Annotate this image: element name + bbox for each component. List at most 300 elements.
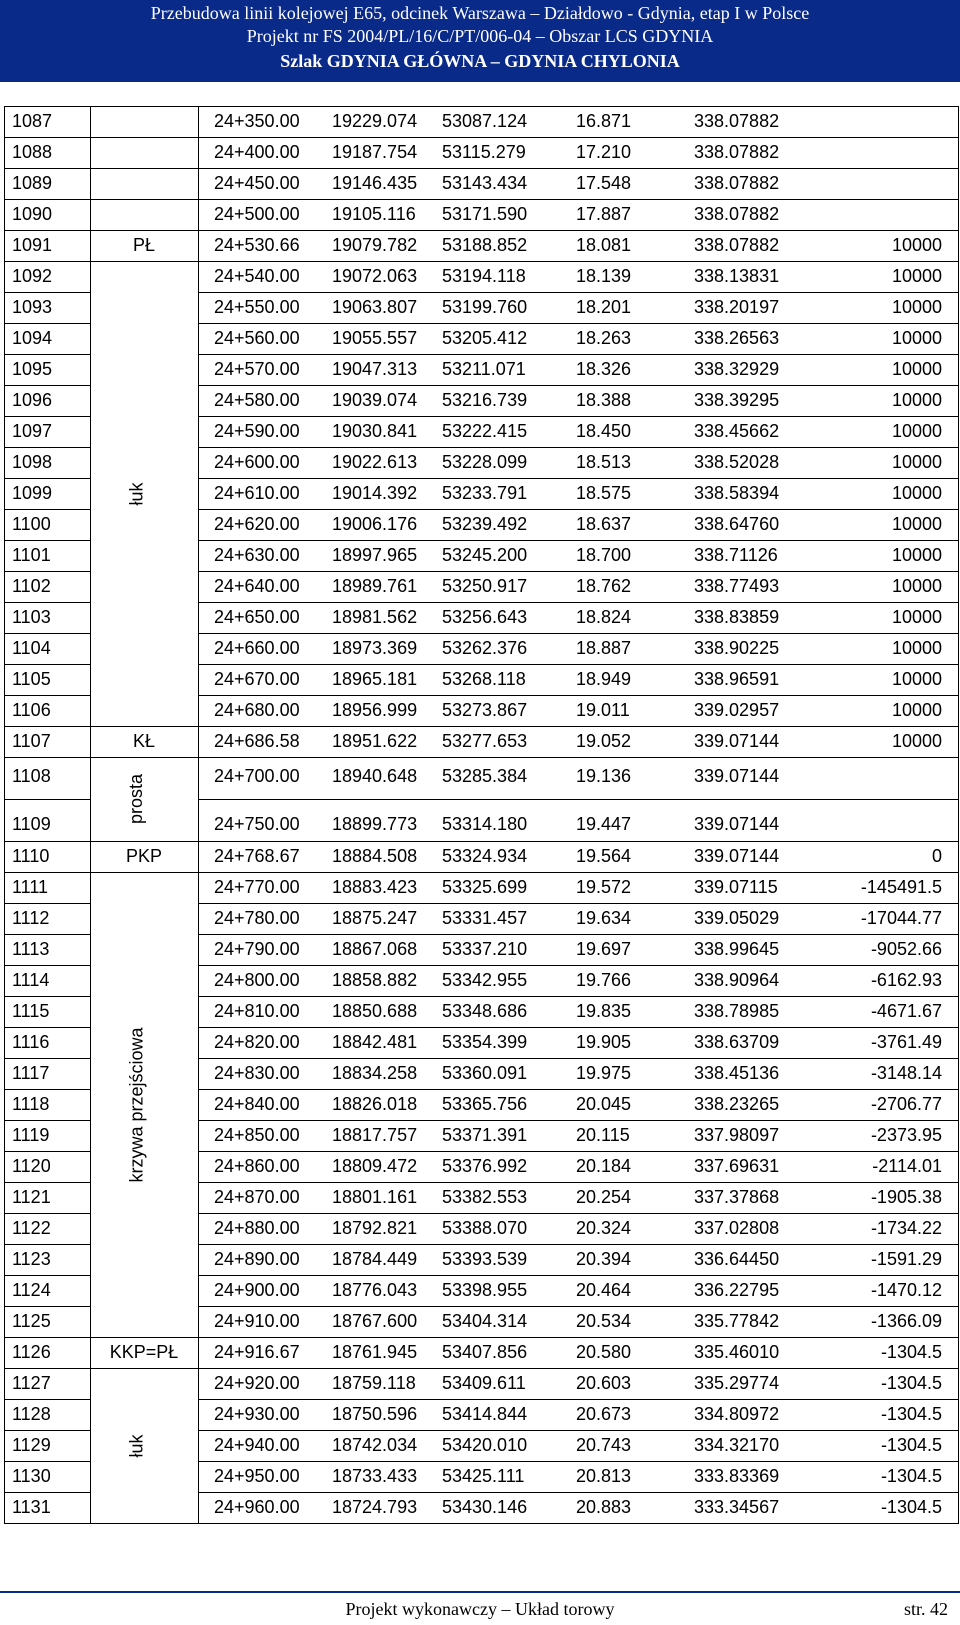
coord-y-cell: 53393.539 — [442, 1249, 528, 1269]
coord-y-cell: 53404.314 — [442, 1311, 528, 1331]
chainage-cell: 24+570.00 — [214, 359, 300, 379]
height-cell: 20.464 — [576, 1280, 632, 1300]
chainage-cell: 24+930.00 — [214, 1404, 300, 1424]
chainage-cell: 24+890.00 — [214, 1249, 300, 1269]
radius-cell: 10000 — [891, 638, 942, 658]
height-cell: 20.603 — [576, 1373, 632, 1393]
chainage-cell: 24+770.00 — [214, 877, 300, 897]
page-number: str. 42 — [903, 1599, 948, 1619]
radius-cell: -1304.5 — [880, 1497, 942, 1517]
azimuth-cell: 338.64760 — [694, 514, 780, 534]
height-cell: 20.813 — [576, 1466, 632, 1486]
radius-cell: -1304.5 — [880, 1466, 942, 1486]
radius-cell: 10000 — [891, 669, 942, 689]
height-cell: 19.136 — [576, 766, 632, 786]
coord-y-cell: 53205.412 — [442, 328, 528, 348]
azimuth-cell: 338.78985 — [694, 1001, 780, 1021]
radius-cell: 10000 — [891, 297, 942, 317]
azimuth-cell: 339.07144 — [694, 766, 780, 786]
point-id-cell: 1097 — [12, 421, 53, 441]
radius-cell: -17044.77 — [860, 908, 942, 928]
coord-x-cell: 18733.433 — [332, 1466, 418, 1486]
segment-label: krzywa przejściowa — [126, 1026, 146, 1183]
coord-y-cell: 53194.118 — [442, 266, 526, 286]
azimuth-cell: 338.71126 — [694, 545, 778, 565]
point-id-cell: 1106 — [12, 700, 51, 720]
point-id-cell: 1130 — [12, 1466, 51, 1486]
coord-x-cell: 18817.757 — [332, 1125, 418, 1145]
azimuth-cell: 338.07882 — [694, 235, 780, 255]
height-cell: 19.766 — [576, 970, 632, 990]
coord-x-cell: 18867.068 — [332, 939, 418, 959]
azimuth-cell: 339.07144 — [694, 846, 780, 866]
radius-cell: -1591.29 — [870, 1249, 942, 1269]
height-cell: 18.450 — [576, 421, 632, 441]
coord-y-cell: 53409.611 — [442, 1373, 526, 1393]
coord-y-cell: 53348.686 — [442, 1001, 528, 1021]
chainage-cell: 24+768.67 — [214, 846, 300, 866]
height-cell: 18.388 — [576, 390, 632, 410]
azimuth-cell: 338.23265 — [694, 1094, 780, 1114]
chainage-cell: 24+880.00 — [214, 1218, 300, 1238]
chainage-cell: 24+916.67 — [214, 1342, 300, 1362]
point-id-cell: 1118 — [12, 1094, 50, 1114]
azimuth-cell: 338.13831 — [694, 266, 780, 286]
chainage-cell: 24+560.00 — [214, 328, 300, 348]
table-row — [4, 1337, 959, 1368]
coord-y-cell: 53382.553 — [442, 1187, 528, 1207]
coord-x-cell: 18883.423 — [332, 877, 418, 897]
coord-x-cell: 18981.562 — [332, 607, 418, 627]
radius-cell: -1304.5 — [880, 1404, 942, 1424]
coord-y-cell: 53262.376 — [442, 638, 528, 658]
radius-cell: 10000 — [891, 452, 942, 472]
coord-y-cell: 53256.643 — [442, 607, 528, 627]
coord-x-cell: 18761.945 — [332, 1342, 418, 1362]
coord-y-cell: 53245.200 — [442, 545, 528, 565]
coord-y-cell: 53273.867 — [442, 700, 528, 720]
height-cell: 18.139 — [576, 266, 632, 286]
document-footer — [0, 1596, 960, 1625]
height-cell: 18.326 — [576, 359, 632, 379]
chainage-cell: 24+950.00 — [214, 1466, 300, 1486]
chainage-cell: 24+610.00 — [214, 483, 300, 503]
coord-x-cell: 18759.118 — [332, 1373, 416, 1393]
radius-cell: -2114.01 — [872, 1156, 942, 1176]
chainage-cell: 24+600.00 — [214, 452, 300, 472]
point-id-cell: 1109 — [12, 814, 51, 834]
coord-y-cell: 53087.124 — [442, 111, 528, 131]
point-id-cell: 1125 — [12, 1311, 51, 1331]
azimuth-cell: 338.07882 — [694, 204, 780, 224]
radius-cell: -1734.22 — [870, 1218, 942, 1238]
radius-cell: -145491.5 — [860, 877, 942, 897]
point-id-cell: 1117 — [12, 1063, 50, 1083]
height-cell: 17.548 — [576, 173, 632, 193]
radius-cell: -1304.5 — [880, 1373, 942, 1393]
chainage-cell: 24+940.00 — [214, 1435, 300, 1455]
radius-cell: 10000 — [891, 235, 942, 255]
coord-y-cell: 53430.146 — [442, 1497, 528, 1517]
coord-y-cell: 53285.384 — [442, 766, 528, 786]
coord-x-cell: 19229.074 — [332, 111, 418, 131]
coord-x-cell: 19072.063 — [332, 266, 418, 286]
coord-x-cell: 19047.313 — [332, 359, 418, 379]
coord-x-cell: 18997.965 — [332, 545, 418, 565]
azimuth-cell: 337.98097 — [694, 1125, 780, 1145]
radius-cell: 10000 — [891, 266, 942, 286]
point-id-cell: 1119 — [12, 1125, 50, 1145]
height-cell: 18.887 — [576, 638, 632, 658]
coord-y-cell: 53365.756 — [442, 1094, 528, 1114]
azimuth-cell: 338.83859 — [694, 607, 780, 627]
height-cell: 19.011 — [576, 700, 630, 720]
coord-y-cell: 53250.917 — [442, 576, 528, 596]
radius-cell: -1304.5 — [880, 1342, 942, 1362]
chainage-cell: 24+670.00 — [214, 669, 300, 689]
chainage-cell: 24+960.00 — [214, 1497, 300, 1517]
point-id-cell: 1091 — [12, 235, 53, 255]
height-cell: 20.254 — [576, 1187, 632, 1207]
azimuth-cell: 338.96591 — [694, 669, 780, 689]
azimuth-cell: 337.02808 — [694, 1218, 780, 1238]
chainage-cell: 24+870.00 — [214, 1187, 300, 1207]
height-cell: 20.324 — [576, 1218, 632, 1238]
height-cell: 17.210 — [576, 142, 632, 162]
radius-cell: -4671.67 — [870, 1001, 942, 1021]
radius-cell: 10000 — [891, 359, 942, 379]
chainage-cell: 24+550.00 — [214, 297, 300, 317]
height-cell: 18.700 — [576, 545, 632, 565]
height-cell: 18.949 — [576, 669, 632, 689]
coord-x-cell: 18989.761 — [332, 576, 418, 596]
coord-x-cell: 19079.782 — [332, 235, 418, 255]
point-id-cell: 1104 — [12, 638, 51, 658]
point-id-cell: 1110 — [12, 846, 50, 866]
radius-cell: -1905.38 — [870, 1187, 942, 1207]
coord-y-cell: 53171.590 — [442, 204, 528, 224]
height-cell: 18.575 — [576, 483, 632, 503]
point-id-cell: 1111 — [12, 877, 49, 897]
chainage-cell: 24+820.00 — [214, 1032, 300, 1052]
point-id-cell: 1122 — [12, 1218, 51, 1238]
point-id-cell: 1123 — [12, 1249, 51, 1269]
radius-cell: 10000 — [891, 514, 942, 534]
segment-label: prosta — [126, 773, 146, 825]
height-cell: 20.045 — [576, 1094, 632, 1114]
azimuth-cell: 338.99645 — [694, 939, 780, 959]
azimuth-cell: 339.07144 — [694, 731, 780, 751]
coord-x-cell: 18809.472 — [332, 1156, 418, 1176]
azimuth-cell: 335.46010 — [694, 1342, 780, 1362]
azimuth-cell: 338.52028 — [694, 452, 780, 472]
coord-x-cell: 18842.481 — [332, 1032, 418, 1052]
coord-y-cell: 53371.391 — [442, 1125, 528, 1145]
coord-x-cell: 19187.754 — [332, 142, 418, 162]
coord-x-cell: 19014.392 — [332, 483, 418, 503]
radius-cell: -1366.09 — [870, 1311, 942, 1331]
table-row — [4, 106, 959, 137]
point-id-cell: 1121 — [12, 1187, 51, 1207]
table-row — [4, 841, 959, 872]
azimuth-cell: 338.20197 — [694, 297, 780, 317]
element-type-cell: KŁ — [132, 731, 156, 751]
radius-cell: -2706.77 — [870, 1094, 942, 1114]
azimuth-cell: 334.80972 — [694, 1404, 780, 1424]
coord-x-cell: 18951.622 — [332, 731, 418, 751]
point-id-cell: 1120 — [12, 1156, 51, 1176]
coord-y-cell: 53115.279 — [442, 142, 526, 162]
height-cell: 18.081 — [576, 235, 632, 255]
coord-y-cell: 53376.992 — [442, 1156, 528, 1176]
point-id-cell: 1112 — [12, 908, 50, 928]
chainage-cell: 24+680.00 — [214, 700, 300, 720]
coord-y-cell: 53407.856 — [442, 1342, 528, 1362]
coord-x-cell: 18834.258 — [332, 1063, 418, 1083]
chainage-cell: 24+400.00 — [214, 142, 300, 162]
coord-y-cell: 53233.791 — [442, 483, 528, 503]
chainage-cell: 24+660.00 — [214, 638, 300, 658]
coord-y-cell: 53199.760 — [442, 297, 528, 317]
radius-cell: 10000 — [891, 607, 942, 627]
point-id-cell: 1087 — [12, 111, 53, 131]
segment-label: łuk — [126, 1434, 146, 1458]
coord-y-cell: 53277.653 — [442, 731, 528, 751]
coord-y-cell: 53211.071 — [442, 359, 526, 379]
radius-cell: 10000 — [891, 421, 942, 441]
coord-x-cell: 19146.435 — [332, 173, 418, 193]
height-cell: 20.534 — [576, 1311, 632, 1331]
height-cell: 19.052 — [576, 731, 632, 751]
chainage-cell: 24+500.00 — [214, 204, 300, 224]
point-id-cell: 1093 — [12, 297, 53, 317]
azimuth-cell: 338.45136 — [694, 1063, 780, 1083]
coord-y-cell: 53188.852 — [442, 235, 528, 255]
radius-cell: 10000 — [891, 390, 942, 410]
coord-y-cell: 53324.934 — [442, 846, 528, 866]
point-id-cell: 1127 — [12, 1373, 51, 1393]
point-id-cell: 1114 — [12, 970, 50, 990]
footer-title: Projekt wykonawczy – Układ torowy — [345, 1599, 615, 1619]
point-id-cell: 1107 — [12, 731, 51, 751]
table-row — [4, 199, 959, 230]
coord-y-cell: 53425.111 — [442, 1466, 525, 1486]
coord-x-cell: 18784.449 — [332, 1249, 418, 1269]
azimuth-cell: 337.69631 — [694, 1156, 780, 1176]
azimuth-cell: 339.02957 — [694, 700, 780, 720]
coord-y-cell: 53228.099 — [442, 452, 528, 472]
coord-x-cell: 19006.176 — [332, 514, 418, 534]
azimuth-cell: 339.05029 — [694, 908, 780, 928]
azimuth-cell: 338.45662 — [694, 421, 780, 441]
coord-y-cell: 53216.739 — [442, 390, 528, 410]
chainage-cell: 24+750.00 — [214, 814, 300, 834]
chainage-cell: 24+580.00 — [214, 390, 300, 410]
coord-y-cell: 53398.955 — [442, 1280, 528, 1300]
point-id-cell: 1095 — [12, 359, 53, 379]
point-id-cell: 1090 — [12, 204, 53, 224]
azimuth-cell: 338.32929 — [694, 359, 780, 379]
radius-cell: -3148.14 — [870, 1063, 942, 1083]
height-cell: 19.905 — [576, 1032, 632, 1052]
height-cell: 19.447 — [576, 814, 632, 834]
point-id-cell: 1094 — [12, 328, 53, 348]
point-id-cell: 1105 — [12, 669, 51, 689]
coord-x-cell: 18724.793 — [332, 1497, 418, 1517]
height-cell: 20.580 — [576, 1342, 632, 1362]
radius-cell: -6162.93 — [870, 970, 942, 990]
coord-y-cell: 53325.699 — [442, 877, 528, 897]
azimuth-cell: 338.07882 — [694, 111, 780, 131]
chainage-cell: 24+590.00 — [214, 421, 300, 441]
height-cell: 20.184 — [576, 1156, 632, 1176]
chainage-cell: 24+630.00 — [214, 545, 300, 565]
geometry-table — [4, 106, 959, 1524]
height-cell: 19.835 — [576, 1001, 632, 1021]
point-id-cell: 1131 — [12, 1497, 51, 1517]
coord-y-cell: 53314.180 — [442, 814, 528, 834]
coord-y-cell: 53420.010 — [442, 1435, 528, 1455]
coord-x-cell: 18742.034 — [332, 1435, 418, 1455]
coord-x-cell: 19022.613 — [332, 452, 418, 472]
radius-cell: 10000 — [891, 700, 942, 720]
height-cell: 18.201 — [576, 297, 632, 317]
height-cell: 18.263 — [576, 328, 632, 348]
height-cell: 18.824 — [576, 607, 632, 627]
header-project-number: Projekt nr FS 2004/PL/16/C/PT/006-04 – Obszar LCS GDYNIA — [246, 26, 714, 46]
coord-x-cell: 18940.648 — [332, 766, 418, 786]
height-cell: 19.564 — [576, 846, 632, 866]
table-row — [4, 230, 959, 261]
radius-cell: 10000 — [891, 483, 942, 503]
azimuth-cell: 333.83369 — [694, 1466, 780, 1486]
coord-y-cell: 53414.844 — [442, 1404, 528, 1424]
chainage-cell: 24+850.00 — [214, 1125, 300, 1145]
footer-rule — [0, 1591, 960, 1593]
azimuth-cell: 338.07882 — [694, 142, 780, 162]
coord-y-cell: 53354.399 — [442, 1032, 528, 1052]
azimuth-cell: 338.39295 — [694, 390, 780, 410]
table-row — [4, 726, 959, 757]
point-id-cell: 1129 — [12, 1435, 51, 1455]
radius-cell: 10000 — [891, 731, 942, 751]
coord-y-cell: 53331.457 — [442, 908, 528, 928]
segment-label: łuk — [126, 482, 146, 506]
radius-cell: -1304.5 — [880, 1435, 942, 1455]
azimuth-cell: 336.64450 — [694, 1249, 780, 1269]
azimuth-cell: 338.90964 — [694, 970, 780, 990]
chainage-cell: 24+620.00 — [214, 514, 300, 534]
height-cell: 20.394 — [576, 1249, 632, 1269]
height-cell: 19.975 — [576, 1063, 632, 1083]
chainage-cell: 24+780.00 — [214, 908, 300, 928]
coord-x-cell: 18792.821 — [332, 1218, 418, 1238]
point-id-cell: 1100 — [12, 514, 51, 534]
header-route: Szlak GDYNIA GŁÓWNA – GDYNIA CHYLONIA — [280, 51, 680, 71]
height-cell: 16.871 — [576, 111, 632, 131]
height-cell: 20.115 — [576, 1125, 630, 1145]
coord-x-cell: 18750.596 — [332, 1404, 418, 1424]
azimuth-cell: 338.26563 — [694, 328, 780, 348]
table-row — [4, 137, 959, 168]
height-cell: 20.673 — [576, 1404, 632, 1424]
radius-cell: 0 — [931, 846, 942, 866]
chainage-cell: 24+350.00 — [214, 111, 300, 131]
radius-cell: -3761.49 — [870, 1032, 942, 1052]
coord-y-cell: 53360.091 — [442, 1063, 528, 1083]
header-project-title: Przebudowa linii kolejowej E65, odcinek Warszawa – Działdowo - Gdynia, etap I w Polsce — [150, 3, 810, 23]
height-cell: 19.697 — [576, 939, 632, 959]
chainage-cell: 24+640.00 — [214, 576, 300, 596]
azimuth-cell: 336.22795 — [694, 1280, 780, 1300]
point-id-cell: 1089 — [12, 173, 53, 193]
point-id-cell: 1128 — [12, 1404, 51, 1424]
height-cell: 18.513 — [576, 452, 632, 472]
chainage-cell: 24+810.00 — [214, 1001, 300, 1021]
point-id-cell: 1101 — [12, 545, 51, 565]
chainage-cell: 24+900.00 — [214, 1280, 300, 1300]
azimuth-cell: 339.07115 — [694, 877, 778, 897]
chainage-cell: 24+530.66 — [214, 235, 300, 255]
azimuth-cell: 335.77842 — [694, 1311, 780, 1331]
height-cell: 17.887 — [576, 204, 632, 224]
point-id-cell: 1102 — [12, 576, 51, 596]
point-id-cell: 1096 — [12, 390, 53, 410]
coord-x-cell: 18826.018 — [332, 1094, 418, 1114]
point-id-cell: 1115 — [12, 1001, 50, 1021]
coord-y-cell: 53388.070 — [442, 1218, 528, 1238]
coord-y-cell: 53268.118 — [442, 669, 526, 689]
azimuth-cell: 338.90225 — [694, 638, 780, 658]
chainage-cell: 24+650.00 — [214, 607, 300, 627]
point-id-cell: 1098 — [12, 452, 53, 472]
coord-x-cell: 19063.807 — [332, 297, 418, 317]
point-id-cell: 1113 — [12, 939, 50, 959]
coord-x-cell: 18956.999 — [332, 700, 418, 720]
point-id-cell: 1108 — [12, 766, 51, 786]
azimuth-cell: 334.32170 — [694, 1435, 780, 1455]
azimuth-cell: 339.07144 — [694, 814, 780, 834]
coord-y-cell: 53239.492 — [442, 514, 528, 534]
azimuth-cell: 337.37868 — [694, 1187, 780, 1207]
chainage-cell: 24+830.00 — [214, 1063, 300, 1083]
coord-y-cell: 53143.434 — [442, 173, 528, 193]
chainage-cell: 24+790.00 — [214, 939, 300, 959]
element-type-cell: KKP=PŁ — [109, 1342, 179, 1362]
height-cell: 19.572 — [576, 877, 632, 897]
point-id-cell: 1124 — [12, 1280, 51, 1300]
coord-x-cell: 19055.557 — [332, 328, 418, 348]
point-id-cell: 1099 — [12, 483, 53, 503]
chainage-cell: 24+840.00 — [214, 1094, 300, 1114]
height-cell: 20.743 — [576, 1435, 632, 1455]
coord-x-cell: 18858.882 — [332, 970, 418, 990]
coord-x-cell: 18973.369 — [332, 638, 418, 658]
coord-x-cell: 18899.773 — [332, 814, 418, 834]
coord-x-cell: 18776.043 — [332, 1280, 418, 1300]
coord-x-cell: 19105.116 — [332, 204, 416, 224]
chainage-cell: 24+860.00 — [214, 1156, 300, 1176]
point-id-cell: 1088 — [12, 142, 53, 162]
point-id-cell: 1103 — [12, 607, 51, 627]
coord-x-cell: 18801.161 — [332, 1187, 418, 1207]
coord-x-cell: 18884.508 — [332, 846, 418, 866]
azimuth-cell: 338.77493 — [694, 576, 780, 596]
coord-x-cell: 19039.074 — [332, 390, 418, 410]
radius-cell: -9052.66 — [870, 939, 942, 959]
chainage-cell: 24+800.00 — [214, 970, 300, 990]
coord-x-cell: 18850.688 — [332, 1001, 418, 1021]
